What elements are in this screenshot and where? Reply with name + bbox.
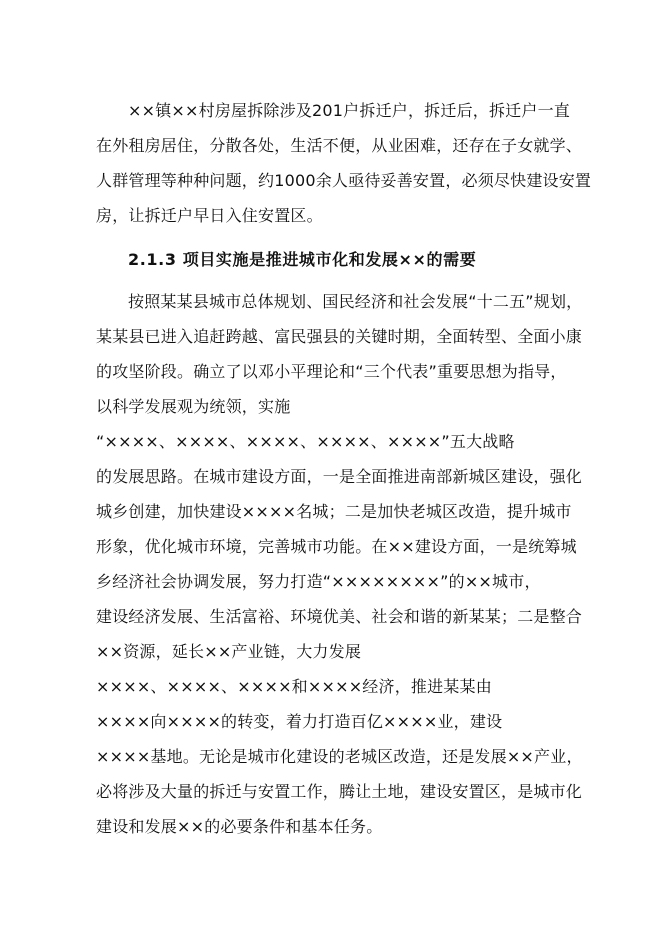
paragraph-line: ××资源，延长××产业链，大力发展: [96, 642, 362, 661]
paragraph-line: 的发展思路。在城市建设方面，一是全面推进南部新城区建设，强化: [96, 467, 583, 486]
paragraph-line: 建设经济发展、生活富裕、环境优美、社会和谐的新某某；二是整合: [96, 607, 583, 626]
paragraph-line: 必将涉及大量的拆迁与安置工作，腾让土地，建设安置区，是城市化: [96, 782, 583, 801]
paragraph-line: 按照某某县城市总体规划、国民经济和社会发展“十二五”规划，: [128, 292, 583, 311]
paragraph-line: 城乡创建，加快建设××××名城；二是加快老城区改造，提升城市: [96, 502, 572, 521]
paragraph-line: ××××基地。无论是城市化建设的老城区改造，还是发展××产业，: [96, 747, 583, 766]
paragraph-line: 以科学发展观为统领，实施: [96, 397, 291, 416]
paragraph-line: ××××向××××的转变，着力打造百亿××××业，建设: [96, 712, 503, 731]
paragraph-line: 在外租房居住，分散各处，生活不便，从业困难，还存在子女就学、: [96, 136, 583, 155]
paragraph-line: 形象，优化城市环境，完善城市功能。在××建设方面，一是统筹城: [96, 537, 577, 556]
paragraph-line: 人群管理等种种问题，约1000余人亟待妥善安置，必须尽快建设安置: [96, 171, 592, 190]
paragraph-line: 房，让拆迁户早日入住安置区。: [96, 206, 323, 225]
paragraph-line: 建设和发展××的必要条件和基本任务。: [96, 817, 383, 836]
paragraph-line: ××镇××村房屋拆除涉及201户拆迁户，拆迁后，拆迁户一直: [128, 101, 570, 120]
paragraph-line: “××××、××××、××××、××××、××××”五大战略: [96, 432, 515, 451]
paragraph-line: ××××、××××、××××和××××经济，推进某某由: [96, 677, 492, 696]
paragraph-line: 乡经济社会协调发展，努力打造“××××××××”的××城市，: [96, 572, 541, 591]
paragraph-line: 的攻坚阶段。确立了以邓小平理论和“三个代表”重要思想为指导，: [96, 362, 567, 381]
paragraph-line: 某某县已进入追赶跨越、富民强县的关键时期，全面转型、全面小康: [96, 327, 583, 346]
section-heading: 2.1.3 项目实施是推进城市化和发展××的需要: [128, 250, 477, 269]
